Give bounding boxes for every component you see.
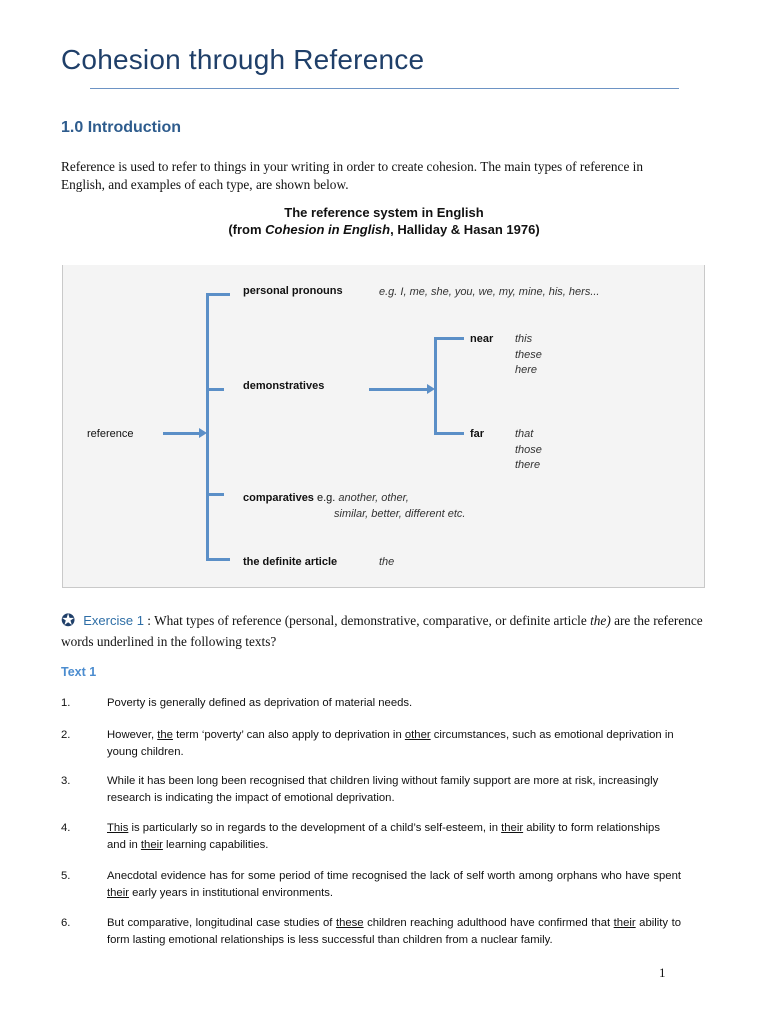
list-item-text xyxy=(107,727,681,760)
sentence-text: learning capabilities. xyxy=(162,838,269,851)
underlined-reference-word: their xyxy=(613,917,636,929)
branch-personal-examples: e.g. I, me, she, you, we, my, mine, his, hers... xyxy=(379,286,600,298)
list-item xyxy=(61,773,681,806)
list-item-text xyxy=(107,695,681,712)
list-item xyxy=(61,820,681,853)
underlined-reference-word: other xyxy=(404,729,431,741)
far-word: those xyxy=(515,444,542,456)
list-item xyxy=(61,915,681,948)
bracket-vertical xyxy=(206,293,209,561)
branch-personal-label: personal pronouns xyxy=(243,285,343,297)
list-item-number: 1. xyxy=(61,697,71,709)
near-word: these xyxy=(515,349,542,361)
list-item-number: 2. xyxy=(61,729,71,741)
exercise-1-prompt: ✪ Exercise 1 : What types of reference (personal, demonstrative, comparative, or definite article the) are the reference words underlined in the following texts? xyxy=(61,611,703,649)
root-label: reference xyxy=(87,428,134,440)
branch-demonstratives-label: demonstratives xyxy=(243,380,325,392)
figure-caption xyxy=(0,204,768,238)
branch-definite-label: the definite article xyxy=(243,556,338,568)
sentence-text: circumstances, such as emotional deprivation in young children. xyxy=(107,729,674,758)
arrow-shaft-reference xyxy=(163,432,201,435)
text-1-heading: Text 1 xyxy=(61,665,97,679)
bracket2-tick-near xyxy=(434,337,464,340)
list-item-text xyxy=(107,820,681,853)
list-item xyxy=(61,695,681,712)
title-underline xyxy=(90,88,679,89)
sentence-text: While it has been long been recognised that children living without family support are more at risk, increasingly research is indicating the impact of emotional deprivation. xyxy=(107,775,659,804)
intro-paragraph: Reference is used to refer to things in your writing in order to create cohesion. The main types of reference in English, and examples of each type, are shown below. xyxy=(61,159,644,192)
sentence-text: Poverty is generally defined as deprivation of material needs. xyxy=(107,697,413,709)
list-item-number: 4. xyxy=(61,822,71,834)
list-item-number: 6. xyxy=(61,917,71,929)
sentence-text: term ‘poverty’ can also apply to deprivation in xyxy=(172,729,405,741)
underlined-reference-word: these xyxy=(335,917,364,929)
branch-comparatives-label: comparatives xyxy=(243,492,314,504)
bracket-tick-demonstratives xyxy=(206,388,224,391)
far-word: that xyxy=(515,428,534,440)
bracket-tick-comparatives xyxy=(206,493,224,496)
list-item xyxy=(61,727,681,760)
list-item xyxy=(61,868,681,901)
near-word: this xyxy=(515,333,533,345)
bracket2-tick-far xyxy=(434,432,464,435)
branch-definite-examples: the xyxy=(379,556,395,568)
far-label: far xyxy=(470,428,485,440)
arrow-head-reference xyxy=(199,428,207,438)
page-title: Cohesion through Reference xyxy=(61,44,425,75)
list-item-number: 3. xyxy=(61,775,71,787)
bracket2-vertical xyxy=(434,337,437,435)
near-word: here xyxy=(515,364,538,376)
underlined-reference-word: the xyxy=(157,729,173,741)
list-item-number: 5. xyxy=(61,870,71,882)
list-item-text xyxy=(107,773,681,806)
exercise-label: Exercise 1 xyxy=(83,613,144,628)
star-icon: ✪ xyxy=(61,611,76,630)
reference-system-diagram xyxy=(62,265,705,588)
list-item-text xyxy=(107,915,681,948)
branch-comparatives-examples: another, other, xyxy=(338,492,409,504)
sentence-text: early years in institutional environments. xyxy=(128,886,334,899)
source-book-title: Cohesion in English xyxy=(265,222,391,237)
sentence-text: children reaching adulthood have confirmed that xyxy=(363,917,614,929)
sentence-text: However, xyxy=(107,729,158,741)
arrow-shaft-demonstratives xyxy=(369,388,429,391)
figure-caption-source: (from Cohesion in English, Halliday & Hasan 1976) xyxy=(228,222,540,237)
underlined-reference-word: This xyxy=(107,822,129,834)
bracket-tick-definite xyxy=(206,558,230,561)
branch-comparatives: comparatives e.g. another, other, xyxy=(243,492,409,504)
list-item-text xyxy=(107,868,681,901)
underlined-reference-word: their xyxy=(107,886,129,899)
page-number: 1 xyxy=(659,965,666,980)
section-heading: 1.0 Introduction xyxy=(61,119,181,136)
far-word: there xyxy=(515,459,541,471)
bracket-tick-personal xyxy=(206,293,230,296)
branch-comparatives-examples-line2: similar, better, different etc. xyxy=(334,508,466,520)
sentence-text: Anecdotal evidence has for some period of time recognised the lack of self worth among orphans who have spent xyxy=(107,870,681,882)
sentence-text: ability to form lasting emotional relationships is less successful than children from a nuclear family. xyxy=(107,917,681,946)
figure-caption-title: The reference system in English xyxy=(284,205,484,220)
underlined-reference-word: their xyxy=(501,822,524,834)
sentence-text: ability to form relationships and in xyxy=(107,822,660,851)
sentence-text: But comparative, longitudinal case studies of xyxy=(107,917,336,929)
sentence-text: is particularly so in regards to the development of a child’s self-esteem, in xyxy=(128,822,502,834)
underlined-reference-word: their xyxy=(140,838,163,851)
near-label: near xyxy=(470,333,494,345)
